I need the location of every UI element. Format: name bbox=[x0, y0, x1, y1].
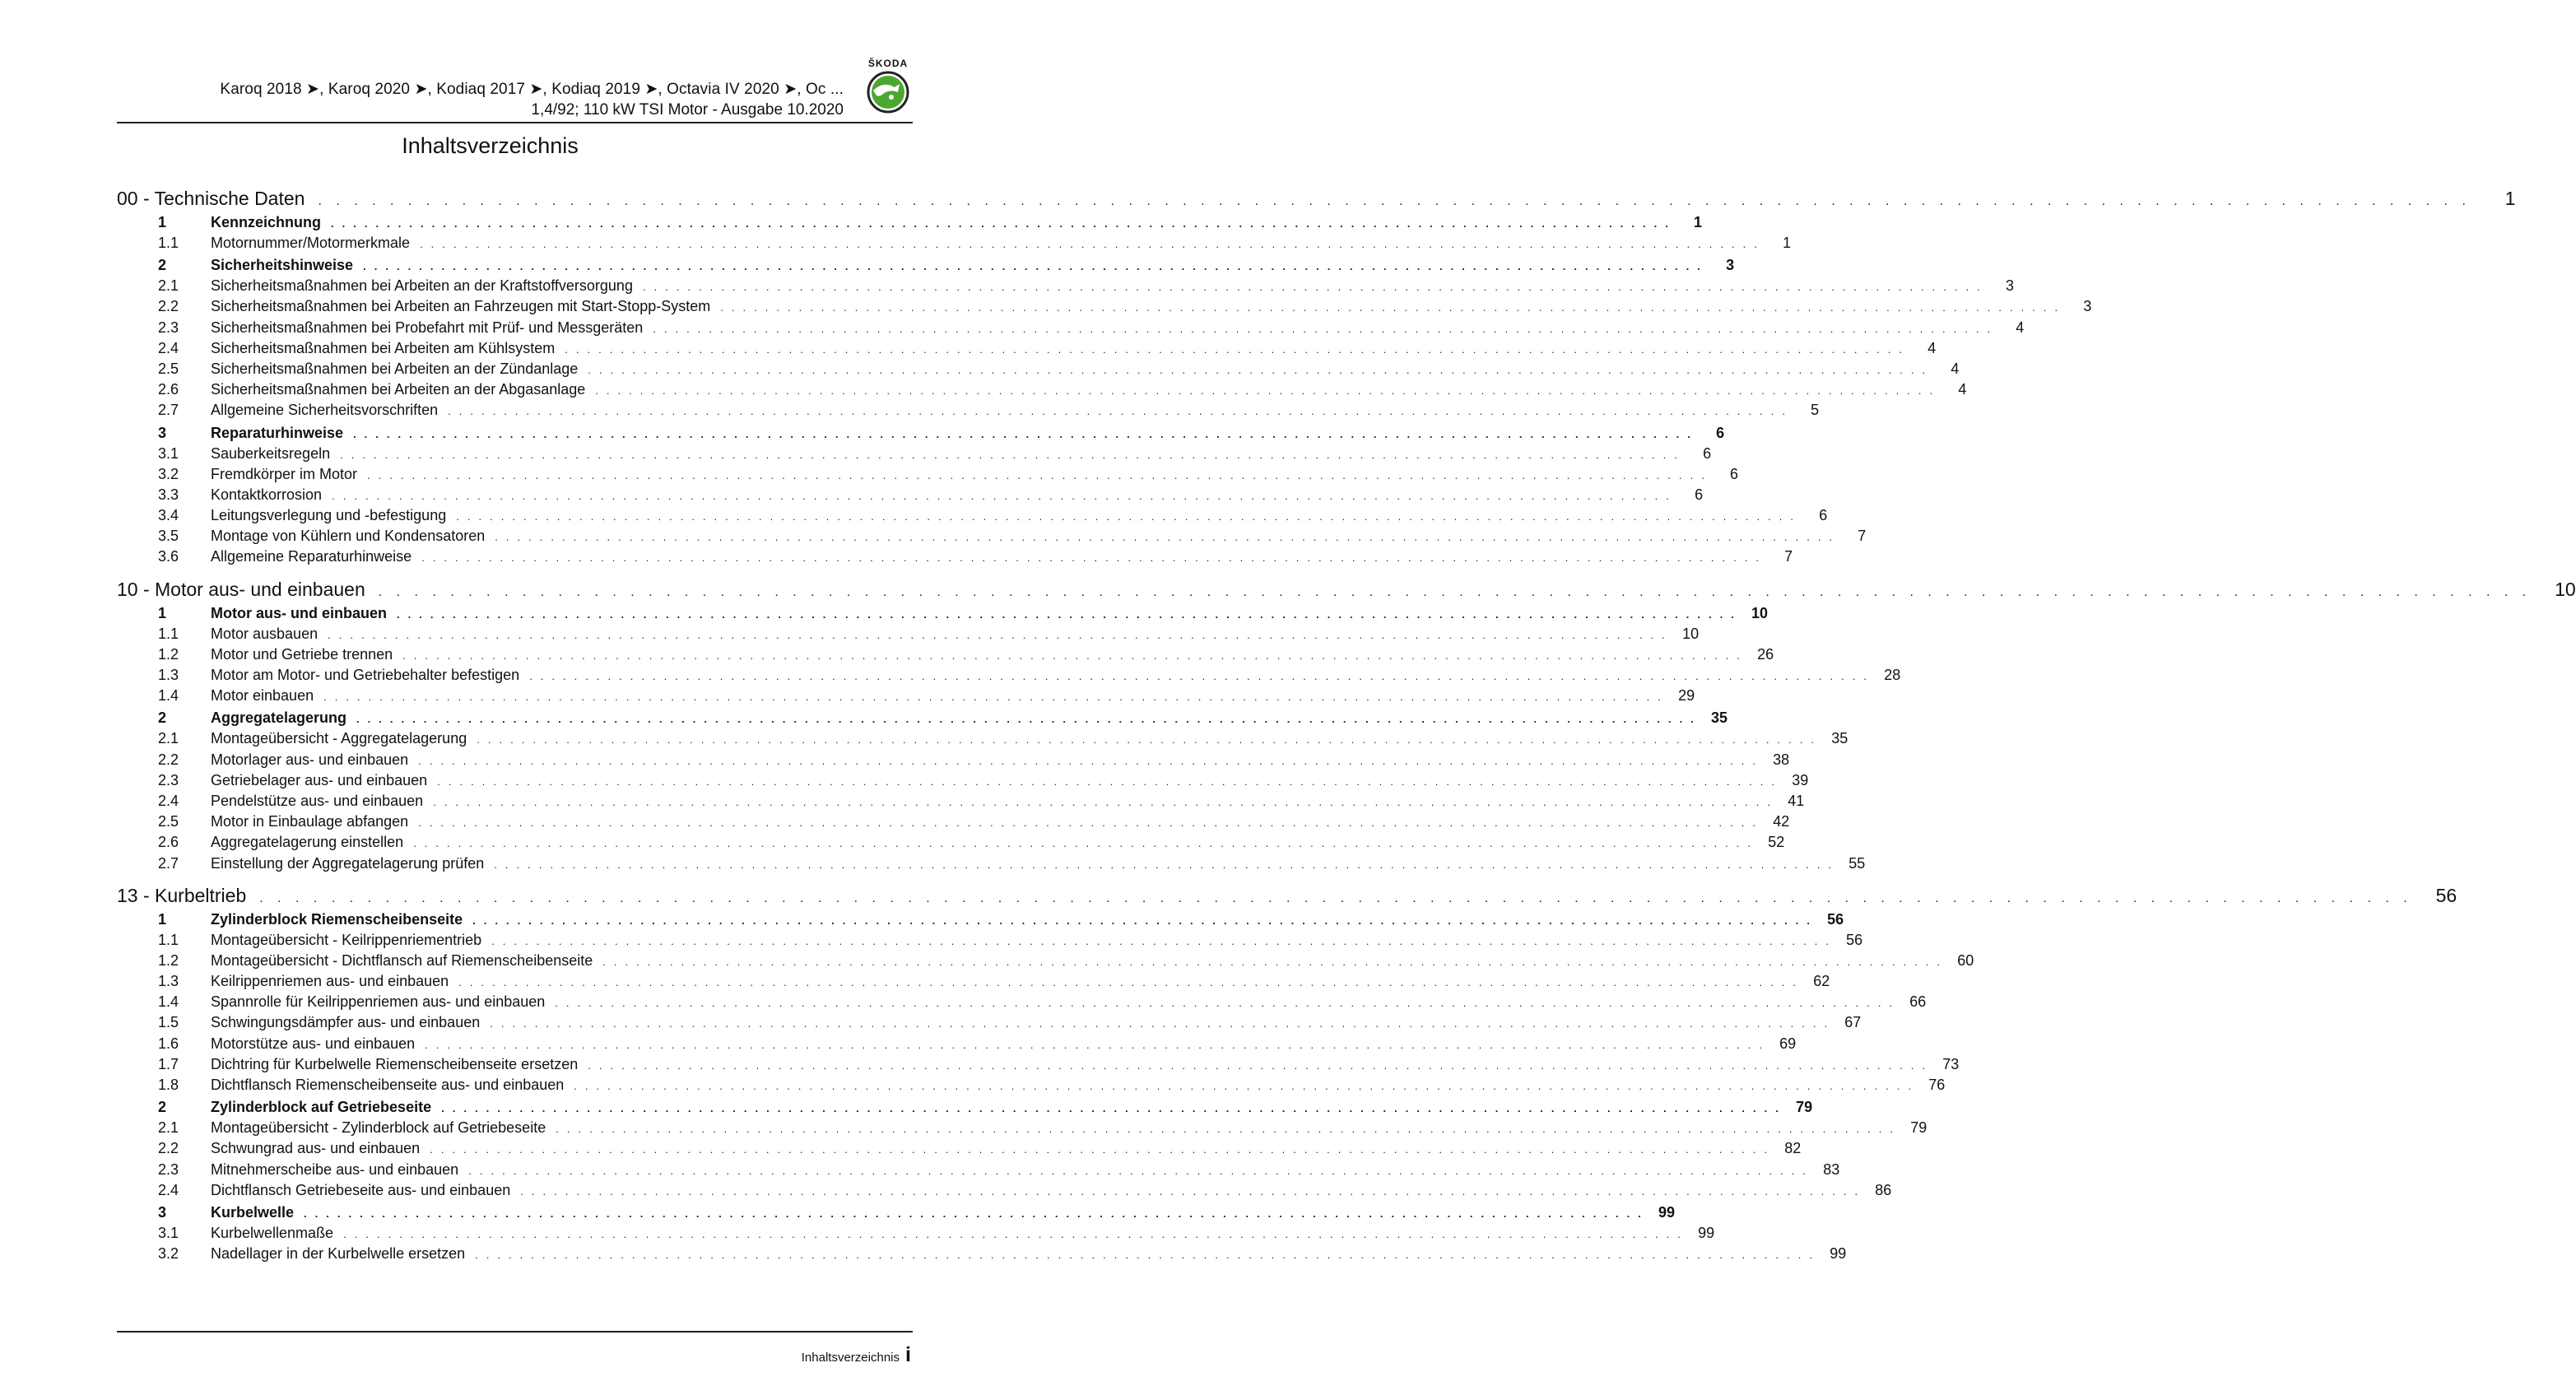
toc-item[interactable] bbox=[117, 1245, 1847, 1266]
entry-page-number: 42 bbox=[1773, 813, 1790, 830]
entry-number: 1.4 bbox=[158, 993, 179, 1011]
dot-leader: . . . . . . . . . . . . . . . . . . . . . . . . . . . . . . . . . . . . . . . . . . . . . . . . . . . . . . . . . . . . . . . . . . . . . . . . . . . . . . . . . . . . . . . . . . . . . . . . . . . . . . . . . . . . . . . . . . . . . . . . bbox=[574, 1080, 1914, 1092]
entry-label: Spannrolle für Keilrippenriemen aus- und einbauen bbox=[211, 993, 546, 1011]
entry-page-number: 56 bbox=[2435, 884, 2457, 906]
toc-chapter[interactable] bbox=[117, 884, 2457, 909]
entry-number: 1.7 bbox=[158, 1055, 179, 1072]
entry-page-number: 41 bbox=[1788, 792, 1805, 809]
dot-leader: . . . . . . . . . . . . . . . . . . . . . . . . . . . . . . . . . . . . . . . . . . . . . . . . . . . . . . . . . . . . . . . . . . . . . . . . . . . . . . . . . . . . . . . . . . . . . . . . . . . . . . . . . . . . . . . . . . . . . . . . bbox=[555, 997, 1895, 1010]
entry-number: 2.1 bbox=[158, 1119, 179, 1137]
entry-page-number: 3 bbox=[2005, 277, 2014, 295]
toc-section[interactable] bbox=[117, 1099, 1813, 1119]
toc-chapter[interactable] bbox=[117, 578, 2576, 603]
entry-page-number: 99 bbox=[1698, 1224, 1715, 1241]
dot-leader: . . . . . . . . . . . . . . . . . . . . . . . . . . . . . . . . . . . . . . . . . . . . . . . . . . . . . . . . . . . . . . . . . . . . . . . . . . . . . . . . . . . . . . . . . . . . . . . . . . . . . . . . . . . . . . . . . . . . . . . . bbox=[588, 1058, 1928, 1072]
table-of-contents bbox=[117, 188, 2576, 1266]
dot-leader: . . . . . . . . . . . . . . . . . . . . . . . . . . . . . . . . . . . . . . . . . . . . . . . . . . . . . . . . . . . . . . . . . . . . . . . . . . . . . . . . . . . . . . . . . . . . . . . . . . . . . . . . . . . . . . . . . . . . . . . . bbox=[397, 607, 1737, 621]
toc-item[interactable] bbox=[117, 298, 2092, 319]
dot-leader: . . . . . . . . . . . . . . . . . . . . . . . . . . . . . . . . . . . . . . . . . . . . . . . . . . . . . . . . . . . . . . . . . . . . . . . . . . . . . . . . . . . . . . . . . . . . . . . . . . . . . . . . . . . . . . . . . . . . . . . . bbox=[642, 281, 1983, 294]
toc-item[interactable] bbox=[117, 528, 1867, 548]
dot-leader: . . . . . . . . . . . . . . . . . . . . . . . . . . . . . . . . . . . . . . . . . . . . . . . . . . . . . . . . . . . . . . . . . . . . . . . . . . . . . . . . . . . . . . . . . . . . . . . . . . . . . . . . . . . . . . . . . . . . . . . . bbox=[420, 238, 1760, 250]
entry-label: Motor am Motor- und Getriebehalter befestigen bbox=[211, 667, 520, 683]
toc-item[interactable] bbox=[117, 1181, 1892, 1202]
entry-label: Motor und Getriebe trennen bbox=[211, 645, 393, 663]
entry-number: 3.2 bbox=[158, 1245, 179, 1263]
entry-page-number: 29 bbox=[1678, 687, 1695, 705]
entry-number: 2.1 bbox=[158, 730, 179, 747]
entry-page-number: 1 bbox=[2504, 188, 2516, 209]
toc-item[interactable] bbox=[117, 486, 1704, 507]
toc-item[interactable] bbox=[117, 667, 1901, 687]
entry-number: 1.2 bbox=[158, 645, 179, 663]
entry-number: 2 bbox=[158, 257, 167, 274]
footer-label: Inhaltsverzeichnis bbox=[801, 1351, 900, 1365]
dot-leader: . . . . . . . . . . . . . . . . . . . . . . . . . . . . . . . . . . . . . . . . . . . . . . . . . . . . . . . . . . . . . . . . . . . . . . . . . . . . . . . . . . . . . . . . . . . . . . . . . . . . . . . . . . . . . . . . . . . . . . . . bbox=[343, 1227, 1684, 1240]
entry-label: Motorlager aus- und einbauen bbox=[211, 751, 409, 768]
entry-page-number: 1 bbox=[1783, 235, 1792, 251]
dot-leader: . . . . . . . . . . . . . . . . . . . . . . . . . . . . . . . . . . . . . . . . . . . . . . . . . . . . . . . . . . . . . . . . . . . . . . . . . . . . . . . . . . . . . . . . . . . . . . . . . . . . . . . . . . . . . . . . . . . . . . . . bbox=[458, 976, 1799, 989]
entry-label: 10 - Motor aus- und einbauen bbox=[117, 578, 365, 600]
header-rule bbox=[117, 122, 913, 123]
entry-number: 2.7 bbox=[158, 854, 179, 872]
entry-page-number: 83 bbox=[1823, 1160, 1840, 1178]
toc-section[interactable] bbox=[117, 910, 1844, 932]
entry-label: Kurbelwelle bbox=[211, 1203, 295, 1221]
entry-number: 2.3 bbox=[158, 1160, 179, 1178]
entry-page-number: 76 bbox=[1928, 1077, 1946, 1093]
entry-number: 2 bbox=[158, 1099, 167, 1116]
dot-leader: . . . . . . . . . . . . . . . . . . . . . . . . . . . . . . . . . . . . . . . . . . . . . . . . . . . . . . . . . . . . . . . . . . . . . . . . . . . . . . . . . . . . . . . . . . . . . . . . . . . . . . . . . . . . . . . . . . . . . . . . bbox=[468, 1164, 1809, 1177]
toc-item[interactable] bbox=[117, 854, 1866, 876]
entry-page-number: 6 bbox=[1703, 444, 1712, 462]
entry-number: 2.2 bbox=[158, 751, 179, 768]
toc-section[interactable] bbox=[117, 709, 1728, 730]
entry-page-number: 28 bbox=[1884, 667, 1901, 683]
dot-leader: . . . . . . . . . . . . . . . . . . . . . . . . . . . . . . . . . . . . . . . . . . . . . . . . . . . . . . . . . . . . . . . . . . . . . . . . . . . . . . . . . . . . . . . . . . . . . . . . . . . . . . . . . . . . . . . . . . . . . . . . bbox=[430, 1143, 1770, 1156]
entry-page-number: 4 bbox=[1951, 360, 1960, 377]
toc-item[interactable] bbox=[117, 1077, 1946, 1097]
entry-number: 2.3 bbox=[158, 319, 179, 336]
entry-label: Keilrippenriemen aus- und einbauen bbox=[211, 973, 449, 990]
entry-label: Schwingungsdämpfer aus- und einbauen bbox=[211, 1014, 481, 1031]
entry-page-number: 7 bbox=[1858, 528, 1867, 545]
dot-leader: . . . . . . . . . . . . . . . . . . . . . . . . . . . . . . . . . . . . . . . . . . . . . . . . . . . . . . . . . . . . . . . . . . . . . . . . . . . . . . . . . . . . . . . . . . . . . . . . . . . . . . . . . . . . . . . . . . . . . . . . bbox=[323, 691, 1664, 704]
entry-number: 3.5 bbox=[158, 528, 179, 545]
dot-leader: . . . . . . . . . . . . . . . . . . . . . . . . . . . . . . . . . . . . . . . . . . . . . . . . . . . . . . . . . . . . . . . . . . . . . . . . . . . . . . . . . . . . . . . . . . . . . . . . . . . . . . . . . . . . . . . . . . . . . . . . bbox=[456, 510, 1797, 523]
toc-item[interactable] bbox=[117, 1014, 1862, 1035]
entry-page-number: 3 bbox=[1726, 257, 1735, 274]
dot-leader: . . . . . . . . . . . . . . . . . . . . . . . . . . . . . . . . . . . . . . . . . . . . . . . . . . . . . . . . . . . . . . . . . . . . . . . . . . . . . . . . . . . . . . . . . . . . . . . . . . . . . . . . . . . . . . . . . . . . . . . . bbox=[490, 1017, 1830, 1030]
entry-number: 1.8 bbox=[158, 1077, 179, 1093]
entry-number: 1 bbox=[158, 214, 167, 230]
entry-number: 2.6 bbox=[158, 381, 179, 398]
entry-label: Aggregatelagerung einstellen bbox=[211, 834, 404, 851]
entry-page-number: 4 bbox=[2016, 319, 2025, 336]
dot-leader: . . . . . . . . . . . . . . . . . . . . . . . . . . . . . . . . . . . . . . . . . . . . . . . . . . . . . . . . . . . . . . . . . . . . . . . . . . . . . . . . . . . . . . . . . . . . . . . . . . . . . . . . . . . . . . . . . . . . . . . . bbox=[340, 448, 1681, 461]
entry-number: 1 bbox=[158, 604, 167, 621]
entry-number: 2.5 bbox=[158, 813, 179, 830]
dot-leader: . . . . . . . . . . . . . . . . . . . . . . . . . . . . . . . . . . . . . . . . . . . . . . . . . . . . . . . . . . . . . . . . . . . . . . . . . . . . . . . . . . . . . . . . . . . . . . . . . . . . . . . . . . . . . . . . . . . . . . . . bbox=[448, 405, 1788, 418]
dot-leader: . . . . . . . . . . . . . . . . . . . . . . . . . . . . . . . . . . . . . . . . . . . . . . . . . . . . . . . . . . . . . . . . . . . . . . . . . . . . . . . . . . . . . . . . . . . . . . . . . . . . . . . . . . . . . . . . . . . . . . . . bbox=[491, 934, 1832, 947]
entry-label: Dichtflansch Getriebeseite aus- und einbauen bbox=[211, 1181, 511, 1198]
entry-number: 1.6 bbox=[158, 1035, 179, 1052]
entry-label: Montage von Kühlern und Kondensatoren bbox=[211, 528, 486, 545]
entry-page-number: 6 bbox=[1730, 465, 1739, 482]
toc-section[interactable] bbox=[117, 214, 1703, 235]
entry-number: 2.4 bbox=[158, 1181, 179, 1198]
dot-leader: . . . . . . . . . . . . . . . . . . . . . . . . . . . . . . . . . . . . . . . . . . . . . . . . . . . . . . . . . . . . . . . . . . . . . . . . . . . . . . . . . . . . . . . . . . . . . . . . . . . . . . . . . . . . . . . . . . . . . . . . bbox=[356, 713, 1697, 726]
entry-number: 2.1 bbox=[158, 277, 179, 295]
entry-label: Leitungsverlegung und -befestigung bbox=[211, 507, 447, 524]
entry-page-number: 99 bbox=[1658, 1203, 1676, 1221]
entry-number: 3.1 bbox=[158, 1224, 179, 1241]
entry-number: 3.2 bbox=[158, 465, 179, 482]
toc-item[interactable] bbox=[117, 360, 1960, 381]
header-engine: 1,4/92; 110 kW TSI Motor - Ausgabe 10.2020 bbox=[531, 101, 844, 119]
entry-page-number: 1 bbox=[1694, 214, 1703, 230]
toc-section[interactable] bbox=[117, 604, 1769, 626]
entry-label: Motor ausbauen bbox=[211, 625, 319, 642]
skoda-winged-arrow-icon bbox=[858, 69, 918, 115]
entry-label: Sicherheitshinweise bbox=[211, 257, 354, 274]
dot-leader: . . . . . . . . . . . . . . . . . . . . . . . . . . . . . . . . . . . . . . . . . . . . . . . . . . . . . . . . . . . . . . . . . . . . . . . . . . . . . . . . . . . . . . . . . . . . . . . . . . . . . . . . . . . . . . . . . . . . . . . . bbox=[363, 260, 1704, 273]
entry-page-number: 7 bbox=[1784, 548, 1793, 565]
entry-number: 2 bbox=[158, 709, 167, 727]
entry-number: 2.7 bbox=[158, 402, 179, 419]
dot-leader: . . . . . . . . . . . . . . . . . . . . . . . . . . . . . . . . . . . . . . . . . . . . . . . . . . . . . . . . . . . . . . . . . . . . . . . . . . . . . . . . . . . . . . . . . . . . . . . . . . . . . . . . . . . . . . . . . . . . . . . . bbox=[425, 1038, 1765, 1051]
entry-label: Getriebelager aus- und einbauen bbox=[211, 771, 428, 788]
toc-item[interactable] bbox=[117, 751, 1790, 772]
entry-page-number: 5 bbox=[1811, 402, 1820, 419]
entry-label: Montageübersicht - Dichtflansch auf Riemenscheibenseite bbox=[211, 951, 593, 969]
entry-label: Nadellager in der Kurbelwelle ersetzen bbox=[211, 1245, 466, 1263]
entry-label: Motornummer/Motormerkmale bbox=[211, 235, 411, 251]
toc-item[interactable] bbox=[117, 645, 1774, 667]
entry-number: 1.1 bbox=[158, 625, 179, 642]
dot-leader: . . . . . . . . . . . . . . . . . . . . . . . . . . . . . . . . . . . . . . . . . . . . . . . . . . . . . . . . . . . . . . . . . . . . . . . . . . . . . . . . . . . . . . . . . . . . . . . . . . . . . . . . . . . . . . . . . . . . . . . . bbox=[328, 628, 1668, 641]
toc-item[interactable] bbox=[117, 993, 1927, 1014]
entry-number: 3 bbox=[158, 424, 167, 441]
entry-page-number: 56 bbox=[1846, 931, 1863, 948]
toc-item[interactable] bbox=[117, 402, 1820, 422]
entry-label: Fremdkörper im Motor bbox=[211, 465, 358, 482]
entry-page-number: 52 bbox=[1768, 834, 1785, 851]
entry-page-number: 10 bbox=[1682, 625, 1700, 642]
toc-item[interactable] bbox=[117, 1140, 1802, 1160]
dot-leader: . . . . . . . . . . . . . . . . . . . . . . . . . . . . . . . . . . . . . . . . . . . . . . . . . . . . . . . . . . . . . . . . . . . . . . . . . . . . . . . . . . . . . . . . . . . . . . . . . . . . . . . . . . . . . . . . . . . . . . . . bbox=[595, 384, 1936, 398]
entry-label: Sicherheitsmaßnahmen bei Arbeiten an Fahrzeugen mit Start-Stopp-System bbox=[211, 298, 711, 315]
page-title: Inhaltsverzeichnis bbox=[402, 133, 579, 158]
toc-item[interactable] bbox=[117, 444, 1712, 466]
toc-item[interactable] bbox=[117, 1119, 1927, 1140]
dot-leader: . . . . . . . . . . . . . . . . . . . . . . . . . . . . . . . . . . . . . . . . . . . . . . . . . . . . . . . . . . . . . . . . . . . . . . . . . . . . . . . . . . . . . . . . . . . . . . . . . . . . . . . . . . . . . . . . . . . . . . . . bbox=[418, 754, 1759, 767]
toc-item[interactable] bbox=[117, 319, 2025, 340]
dot-leader: . . . . . . . . . . . . . . . . . . . . . . . . . . . . . . . . . . . . . . . . . . . . . . . . . . . . . . . . . . . . . . . . . . . . . . . . . . . . . . . . . . . . . . . . . . . . . . . . . . . . . . . . . . . . . . . . . . . . . . . . bbox=[495, 531, 1835, 544]
dot-leader: . . . . . . . . . . . . . . . . . . . . . . . . . . . . . . . . . . . . . . . . . . . . . . . . . . . . . . . . . . . . . . . . . . . . . . . . . . . . . . . . . . . . . . . . . . . . . . . . . . . . . . . . . . . . . . . . . . . . . . . . bbox=[304, 1207, 1644, 1220]
dot-leader: . . . . . . . . . . . . . . . . . . . . . . . . . . . . . . . . . . . . . . . . . . . . . . . . . . . . . . . . . . . . . . . . . . . . . . . . . . . . . . . . . . . . . . . . . . . . . . . . . . . . . . . . . . . . . . . . . . . . . . . . bbox=[378, 584, 2532, 599]
entry-number: 1.5 bbox=[158, 1014, 179, 1031]
dot-leader: . . . . . . . . . . . . . . . . . . . . . . . . . . . . . . . . . . . . . . . . . . . . . . . . . . . . . . . . . . . . . . . . . . . . . . . . . . . . . . . . . . . . . . . . . . . . . . . . . . . . . . . . . . . . . . . . . . . . . . . . bbox=[437, 774, 1778, 788]
footer-rule bbox=[117, 1331, 913, 1333]
entry-number: 2.4 bbox=[158, 792, 179, 809]
entry-number: 1.3 bbox=[158, 973, 179, 990]
entry-number: 3.4 bbox=[158, 507, 179, 524]
entry-label: Pendelstütze aus- und einbauen bbox=[211, 792, 424, 809]
toc-item[interactable] bbox=[117, 1035, 1797, 1056]
entry-page-number: 4 bbox=[1927, 339, 1937, 356]
dot-leader: . . . . . . . . . . . . . . . . . . . . . . . . . . . . . . . . . . . . . . . . . . . . . . . . . . . . . . . . . . . . . . . . . . . . . . . . . . . . . . . . . . . . . . . . . . . . . . . . . . . . . . . . . . . . . . . . . . . . . . . . bbox=[529, 670, 1870, 682]
footer-page-number: i bbox=[905, 1343, 911, 1366]
entry-label: Sicherheitsmaßnahmen bei Probefahrt mit Prüf- und Messgeräten bbox=[211, 319, 644, 336]
dot-leader: . . . . . . . . . . . . . . . . . . . . . . . . . . . . . . . . . . . . . . . . . . . . . . . . . . . . . . . . . . . . . . . . . . . . . . . . . . . . . . . . . . . . . . . . . . . . . . . . . . . . . . . . . . . . . . . . . . . . . . . . bbox=[433, 795, 1774, 808]
dot-leader: . . . . . . . . . . . . . . . . . . . . . . . . . . . . . . . . . . . . . . . . . . . . . . . . . . . . . . . . . . . . . . . . . . . . . . . . . . . . . . . . . . . . . . . . . . . . . . . . . . . . . . . . . . . . . . . . . . . . . . . . bbox=[367, 468, 1708, 481]
entry-page-number: 3 bbox=[2083, 298, 2092, 315]
entry-label: Allgemeine Sicherheitsvorschriften bbox=[211, 402, 439, 419]
toc-item[interactable] bbox=[117, 951, 1974, 973]
dot-leader: . . . . . . . . . . . . . . . . . . . . . . . . . . . . . . . . . . . . . . . . . . . . . . . . . . . . . . . . . . . . . . . . . . . . . . . . . . . . . . . . . . . . . . . . . . . . . . . . . . . . . . . . . . . . . . . . . . . . . . . . bbox=[413, 837, 1754, 850]
entry-page-number: 66 bbox=[1909, 993, 1927, 1011]
entry-page-number: 10 bbox=[1751, 604, 1769, 621]
toc-item[interactable] bbox=[117, 465, 1739, 486]
entry-label: Kurbelwellenmaße bbox=[211, 1224, 334, 1241]
entry-page-number: 56 bbox=[1827, 910, 1844, 928]
dot-leader: . . . . . . . . . . . . . . . . . . . . . . . . . . . . . . . . . . . . . . . . . . . . . . . . . . . . . . . . . . . . . . . . . . . . . . . . . . . . . . . . . . . . . . . . . . . . . . . . . . . . . . . . . . . . . . . . . . . . . . . . bbox=[720, 301, 2061, 314]
entry-number: 1.1 bbox=[158, 235, 179, 251]
entry-label: Reparaturhinweise bbox=[211, 424, 344, 441]
entry-number: 1 bbox=[158, 910, 167, 928]
entry-number: 3 bbox=[158, 1203, 167, 1221]
dot-leader: . . . . . . . . . . . . . . . . . . . . . . . . . . . . . . . . . . . . . . . . . . . . . . . . . . . . . . . . . . . . . . . . . . . . . . . . . . . . . . . . . . . . . . . . . . . . . . . . . . . . . . . . . . . . . . . . . . . . . . . . bbox=[556, 1123, 1896, 1136]
toc-item[interactable] bbox=[117, 1160, 1840, 1182]
dot-leader: . . . . . . . . . . . . . . . . . . . . . . . . . . . . . . . . . . . . . . . . . . . . . . . . . . . . . . . . . . . . . . . . . . . . . . . . . . . . . . . . . . . . . . . . . . . . . . . . . . . . . . . . . . . . . . . . . . . . . . . . bbox=[418, 816, 1759, 830]
entry-label: Motorstütze aus- und einbauen bbox=[211, 1035, 416, 1052]
entry-page-number: 4 bbox=[1958, 381, 1967, 398]
skoda-logo bbox=[858, 58, 918, 117]
dot-leader: . . . . . . . . . . . . . . . . . . . . . . . . . . . . . . . . . . . . . . . . . . . . . . . . . . . . . . . . . . . . . . . . . . . . . . . . . . . . . . . . . . . . . . . . . . . . . . . . . . . . . . . . . . . . . . . . . . . . . . . . bbox=[588, 363, 1928, 376]
entry-number: 2.2 bbox=[158, 1140, 179, 1157]
toc-item[interactable] bbox=[117, 730, 1848, 751]
entry-label: Sicherheitsmaßnahmen bei Arbeiten an der Abgasanlage bbox=[211, 381, 586, 398]
toc-item[interactable] bbox=[117, 548, 1793, 569]
toc-item[interactable] bbox=[117, 339, 1937, 360]
entry-number: 2.6 bbox=[158, 834, 179, 851]
entry-label: Dichtflansch Riemenscheibenseite aus- und einbauen bbox=[211, 1077, 565, 1093]
dot-leader: . . . . . . . . . . . . . . . . . . . . . . . . . . . . . . . . . . . . . . . . . . . . . . . . . . . . . . . . . . . . . . . . . . . . . . . . . . . . . . . . . . . . . . . . . . . . . . . . . . . . . . . . . . . . . . . . . . . . . . . . bbox=[259, 891, 2413, 905]
entry-page-number: 99 bbox=[1830, 1245, 1847, 1263]
toc-item[interactable] bbox=[117, 931, 1863, 952]
entry-number: 3.3 bbox=[158, 486, 179, 503]
entry-page-number: 6 bbox=[1819, 507, 1828, 524]
dot-leader: . . . . . . . . . . . . . . . . . . . . . . . . . . . . . . . . . . . . . . . . . . . . . . . . . . . . . . . . . . . . . . . . . . . . . . . . . . . . . . . . . . . . . . . . . . . . . . . . . . . . . . . . . . . . . . . . . . . . . . . . bbox=[332, 489, 1672, 502]
toc-item[interactable] bbox=[117, 381, 1967, 402]
toc-item[interactable] bbox=[117, 771, 1809, 793]
toc-item[interactable] bbox=[117, 507, 1828, 528]
toc-item[interactable] bbox=[117, 973, 1830, 993]
toc-item[interactable] bbox=[117, 1055, 1960, 1077]
entry-page-number: 67 bbox=[1844, 1014, 1862, 1031]
entry-number: 1.1 bbox=[158, 931, 179, 948]
entry-page-number: 62 bbox=[1813, 973, 1830, 990]
dot-leader: . . . . . . . . . . . . . . . . . . . . . . . . . . . . . . . . . . . . . . . . . . . . . . . . . . . . . . . . . . . . . . . . . . . . . . . . . . . . . . . . . . . . . . . . . . . . . . . . . . . . . . . . . . . . . . . . . . . . . . . . bbox=[565, 342, 1905, 356]
dot-leader: . . . . . . . . . . . . . . . . . . . . . . . . . . . . . . . . . . . . . . . . . . . . . . . . . . . . . . . . . . . . . . . . . . . . . . . . . . . . . . . . . . . . . . . . . . . . . . . . . . . . . . . . . . . . . . . . . . . . . . . . bbox=[477, 733, 1817, 746]
entry-number: 1.3 bbox=[158, 667, 179, 683]
entry-page-number: 55 bbox=[1848, 854, 1866, 872]
entry-label: Motor in Einbaulage abfangen bbox=[211, 813, 409, 830]
dot-leader: . . . . . . . . . . . . . . . . . . . . . . . . . . . . . . . . . . . . . . . . . . . . . . . . . . . . . . . . . . . . . . . . . . . . . . . . . . . . . . . . . . . . . . . . . . . . . . . . . . . . . . . . . . . . . . . . . . . . . . . . bbox=[475, 1249, 1816, 1262]
entry-page-number: 26 bbox=[1757, 645, 1774, 663]
entry-label: Montageübersicht - Keilrippenriementrieb bbox=[211, 931, 482, 948]
entry-page-number: 35 bbox=[1831, 730, 1848, 747]
entry-label: Montageübersicht - Aggregatelagerung bbox=[211, 730, 467, 747]
toc-chapter[interactable] bbox=[117, 188, 2516, 212]
entry-label: Allgemeine Reparaturhinweise bbox=[211, 548, 412, 565]
entry-label: Aggregatelagerung bbox=[211, 709, 347, 727]
dot-leader: . . . . . . . . . . . . . . . . . . . . . . . . . . . . . . . . . . . . . . . . . . . . . . . . . . . . . . . . . . . . . . . . . . . . . . . . . . . . . . . . . . . . . . . . . . . . . . . . . . . . . . . . . . . . . . . . . . . . . . . . bbox=[494, 858, 1834, 871]
toc-item[interactable] bbox=[117, 1224, 1715, 1245]
dot-leader: . . . . . . . . . . . . . . . . . . . . . . . . . . . . . . . . . . . . . . . . . . . . . . . . . . . . . . . . . . . . . . . . . . . . . . . . . . . . . . . . . . . . . . . . . . . . . . . . . . . . . . . . . . . . . . . . . . . . . . . . bbox=[353, 427, 1694, 440]
entry-number: 3.1 bbox=[158, 444, 179, 462]
entry-page-number: 73 bbox=[1942, 1055, 1960, 1072]
toc-item[interactable] bbox=[117, 625, 1700, 646]
entry-page-number: 79 bbox=[1796, 1099, 1813, 1116]
entry-label: Schwungrad aus- und einbauen bbox=[211, 1140, 421, 1157]
header-models: Karoq 2018 ➤, Karoq 2020 ➤, Kodiaq 2017 ➤, Kodiaq 2019 ➤, Octavia IV 2020 ➤, Oc ... bbox=[220, 81, 844, 98]
dot-leader: . . . . . . . . . . . . . . . . . . . . . . . . . . . . . . . . . . . . . . . . . . . . . . . . . . . . . . . . . . . . . . . . . . . . . . . . . . . . . . . . . . . . . . . . . . . . . . . . . . . . . . . . . . . . . . . . . . . . . . . . bbox=[472, 914, 1813, 927]
entry-page-number: 6 bbox=[1695, 486, 1704, 503]
entry-page-number: 6 bbox=[1716, 424, 1725, 441]
dot-leader: . . . . . . . . . . . . . . . . . . . . . . . . . . . . . . . . . . . . . . . . . . . . . . . . . . . . . . . . . . . . . . . . . . . . . . . . . . . . . . . . . . . . . . . . . . . . . . . . . . . . . . . . . . . . . . . . . . . . . . . . bbox=[520, 1184, 1861, 1198]
toc-section[interactable] bbox=[117, 257, 1735, 277]
entry-label: Zylinderblock Riemenscheibenseite bbox=[211, 910, 463, 928]
entry-number: 2.4 bbox=[158, 339, 179, 356]
entry-page-number: 38 bbox=[1773, 751, 1790, 768]
entry-label: Kontaktkorrosion bbox=[211, 486, 323, 503]
entry-label: Sicherheitsmaßnahmen bei Arbeiten an der Zündanlage bbox=[211, 360, 579, 377]
dot-leader: . . . . . . . . . . . . . . . . . . . . . . . . . . . . . . . . . . . . . . . . . . . . . . . . . . . . . . . . . . . . . . . . . . . . . . . . . . . . . . . . . . . . . . . . . . . . . . . . . . . . . . . . . . . . . . . . . . . . . . . . bbox=[421, 551, 1762, 565]
entry-page-number: 69 bbox=[1779, 1035, 1797, 1052]
entry-page-number: 35 bbox=[1711, 709, 1728, 727]
toc-section[interactable] bbox=[117, 424, 1725, 445]
toc-item[interactable] bbox=[117, 813, 1790, 834]
dot-leader: . . . . . . . . . . . . . . . . . . . . . . . . . . . . . . . . . . . . . . . . . . . . . . . . . . . . . . . . . . . . . . . . . . . . . . . . . . . . . . . . . . . . . . . . . . . . . . . . . . . . . . . . . . . . . . . . . . . . . . . . bbox=[602, 955, 1943, 968]
entry-page-number: 86 bbox=[1875, 1181, 1892, 1198]
entry-label: Mitnehmerscheibe aus- und einbauen bbox=[211, 1160, 459, 1178]
entry-page-number: 79 bbox=[1910, 1119, 1927, 1137]
entry-label: Dichtring für Kurbelwelle Riemenscheibenseite ersetzen bbox=[211, 1055, 579, 1072]
entry-label: Sauberkeitsregeln bbox=[211, 444, 331, 462]
toc-item[interactable] bbox=[117, 792, 1805, 813]
entry-page-number: 60 bbox=[1957, 951, 1974, 969]
entry-label: Sicherheitsmaßnahmen bei Arbeiten an der Kraftstoffversorgung bbox=[211, 277, 633, 295]
toc-section[interactable] bbox=[117, 1203, 1676, 1225]
entry-label: 13 - Kurbeltrieb bbox=[117, 884, 247, 906]
entry-number: 1.2 bbox=[158, 951, 179, 969]
entry-label: Motor einbauen bbox=[211, 687, 314, 705]
brand-name: ŠKODA bbox=[867, 58, 909, 69]
toc-item[interactable] bbox=[117, 834, 1785, 854]
dot-leader: . . . . . . . . . . . . . . . . . . . . . . . . . . . . . . . . . . . . . . . . . . . . . . . . . . . . . . . . . . . . . . . . . . . . . . . . . . . . . . . . . . . . . . . . . . . . . . . . . . . . . . . . . . . . . . . . . . . . . . . . bbox=[331, 217, 1672, 230]
entry-number: 3.6 bbox=[158, 548, 179, 565]
entry-number: 1.4 bbox=[158, 687, 179, 705]
entry-number: 2.5 bbox=[158, 360, 179, 377]
entry-label: Kennzeichnung bbox=[211, 214, 321, 230]
dot-leader: . . . . . . . . . . . . . . . . . . . . . . . . . . . . . . . . . . . . . . . . . . . . . . . . . . . . . . . . . . . . . . . . . . . . . . . . . . . . . . . . . . . . . . . . . . . . . . . . . . . . . . . . . . . . . . . . . . . . . . . . bbox=[441, 1102, 1782, 1115]
entry-page-number: 39 bbox=[1792, 771, 1809, 788]
entry-label: Montageübersicht - Zylinderblock auf Getriebeseite bbox=[211, 1119, 546, 1137]
entry-number: 2.3 bbox=[158, 771, 179, 788]
entry-label: Sicherheitsmaßnahmen bei Arbeiten am Kühlsystem bbox=[211, 339, 556, 356]
dot-leader: . . . . . . . . . . . . . . . . . . . . . . . . . . . . . . . . . . . . . . . . . . . . . . . . . . . . . . . . . . . . . . . . . . . . . . . . . . . . . . . . . . . . . . . . . . . . . . . . . . . . . . . . . . . . . . . . . . . . . . . . bbox=[653, 322, 1993, 335]
entry-label: Einstellung der Aggregatelagerung prüfen bbox=[211, 854, 485, 872]
entry-page-number: 10 bbox=[2555, 578, 2576, 600]
entry-label: 00 - Technische Daten bbox=[117, 188, 305, 209]
dot-leader: . . . . . . . . . . . . . . . . . . . . . . . . . . . . . . . . . . . . . . . . . . . . . . . . . . . . . . . . . . . . . . . . . . . . . . . . . . . . . . . . . . . . . . . . . . . . . . . . . . . . . . . . . . . . . . . . . . . . . . . . bbox=[402, 649, 1743, 662]
toc-item[interactable] bbox=[117, 235, 1792, 255]
entry-page-number: 82 bbox=[1784, 1140, 1802, 1157]
entry-label: Zylinderblock auf Getriebeseite bbox=[211, 1099, 432, 1116]
toc-item[interactable] bbox=[117, 687, 1695, 708]
entry-label: Motor aus- und einbauen bbox=[211, 604, 387, 621]
dot-leader: . . . . . . . . . . . . . . . . . . . . . . . . . . . . . . . . . . . . . . . . . . . . . . . . . . . . . . . . . . . . . . . . . . . . . . . . . . . . . . . . . . . . . . . . . . . . . . . . . . . . . . . . . . . . . . . . . . . . . . . . bbox=[318, 194, 2471, 208]
entry-number: 2.2 bbox=[158, 298, 179, 315]
toc-item[interactable] bbox=[117, 277, 2014, 298]
